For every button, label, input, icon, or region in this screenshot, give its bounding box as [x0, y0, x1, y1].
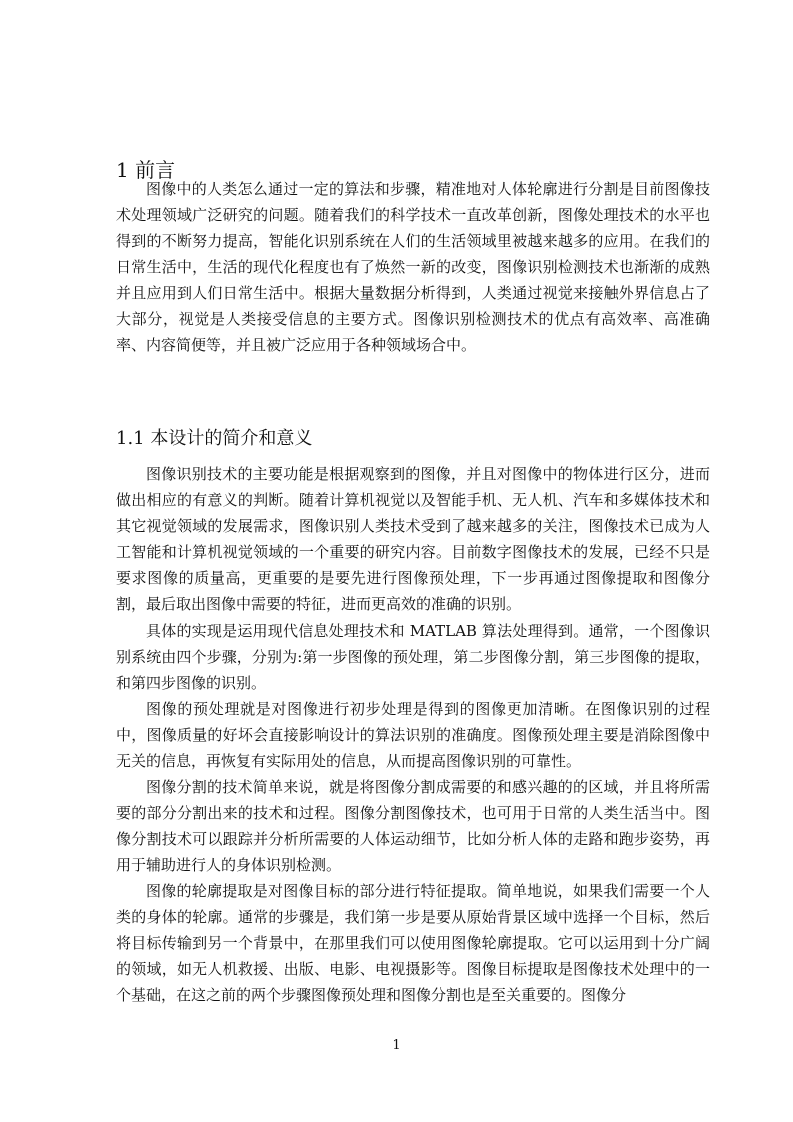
- section-heading-preface: 1 前言: [116, 158, 176, 183]
- paragraph-implementation: 具体的实现是运用现代信息处理技术和 MATLAB 算法处理得到。通常，一个图像识别系统由四个步骤，分别为:第一步图像的预处理，第二步图像分割，第三步图像的提取，和第四步图像的识别。: [116, 622, 710, 692]
- section-heading-design-intro: 1.1 本设计的简介和意义: [116, 427, 313, 449]
- paragraph-contour-extraction: 图像的轮廓提取是对图像目标的部分进行特征提取。简单地说，如果我们需要一个人类的身体的轮廓。通常的步骤是，我们第一步是要从原始背景区域中选择一个目标，然后将目标传输到另一个背景中，在那里我们可以使用图像轮廓提取。它可以运用到十分广阔的领域，如无人机救援、出版、电影、电视摄影等。图像目标提取是图像技术处理中的一个基础，在这之前的两个步骤图像预处理和图像分割也是至关重要的。图像分: [116, 882, 710, 1004]
- page-number: 1: [392, 1038, 401, 1053]
- paragraph-preface: 图像中的人类怎么通过一定的算法和步骤，精准地对人体轮廓进行分割是目前图像技术处理领域广泛研究的问题。随着我们的科学技术一直改革创新，图像处理技术的水平也得到的不断努力提高，智能化识别系统在人们的生活领域里被越来越多的应用。在我们的日常生活中，生活的现代化程度也有了焕然一新的改变，图像识别检测技术也渐渐的成熟并且应用到人们日常生活中。根据大量数据分析得到，人类通过视觉来接触外界信息占了大部分，视觉是人类接受信息的主要方式。图像识别检测技术的优点有高效率、高准确率、内容简便等，并且被广泛应用于各种领域场合中。: [116, 180, 710, 354]
- paragraph-segmentation: 图像分割的技术简单来说，就是将图像分割成需要的和感兴趣的的区域，并且将所需要的部分分割出来的技术和过程。图像分割图像技术，也可用于日常的人类生活当中。图像分割技术可以跟踪并分析所需要的人体运动细节，比如分析人体的走路和跑步姿势，再用于辅助进行人的身体识别检测。: [116, 778, 710, 874]
- paragraph-preprocessing: 图像的预处理就是对图像进行初步处理是得到的图像更加清晰。在图像识别的过程中，图像质量的好坏会直接影响设计的算法识别的准确度。图像预处理主要是消除图像中无关的信息，再恢复有实际用处的信息，从而提高图像识别的可靠性。: [116, 700, 710, 770]
- paragraph-image-recognition: 图像识别技术的主要功能是根据观察到的图像，并且对图像中的物体进行区分，进而做出相应的有意义的判断。随着计算机视觉以及智能手机、无人机、汽车和多媒体技术和其它视觉领域的发展需求，图像识别人类技术受到了越来越多的关注，图像技术已成为人工智能和计算机视觉领域的一个重要的研究内容。目前数字图像技术的发展，已经不只是要求图像的质量高，更重要的是要先进行图像预处理，下一步再通过图像提取和图像分割，最后取出图像中需要的特征，进而更高效的准确的识别。: [116, 465, 710, 613]
